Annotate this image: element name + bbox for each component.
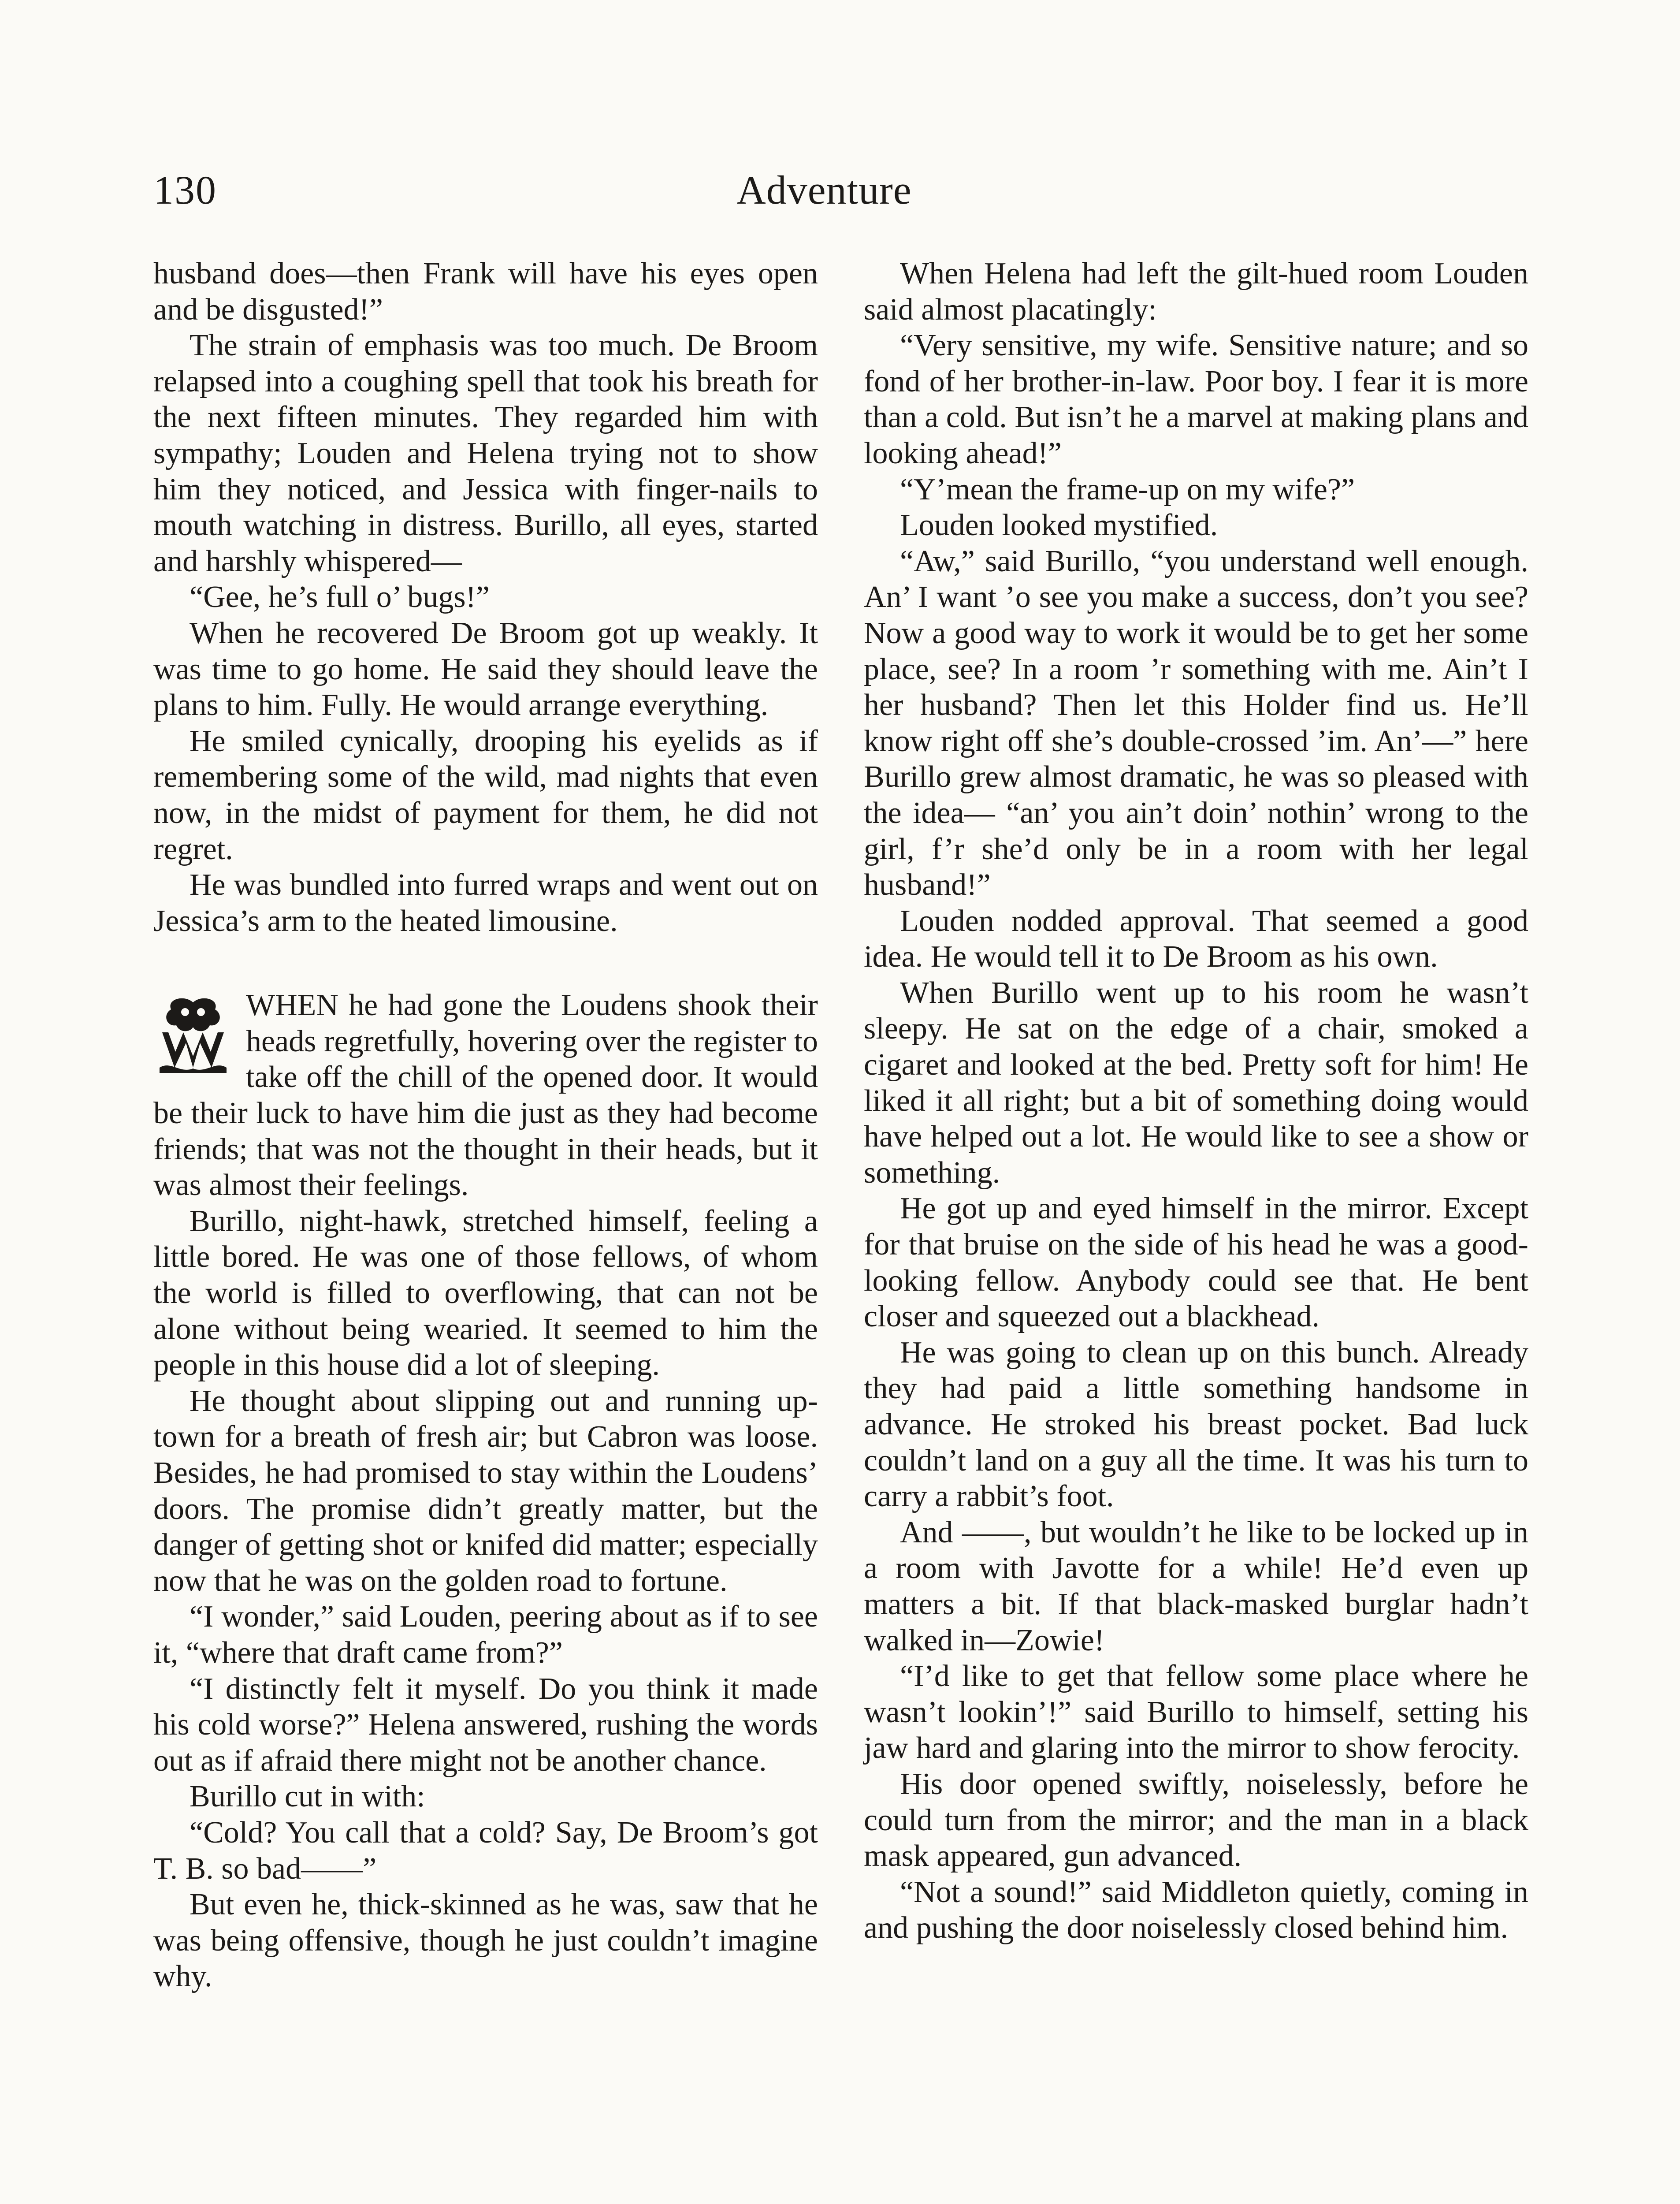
paragraph: But even he, thick-skinned as he was, saw that he was being offensive, though he just couldn’t imagine why.	[153, 1888, 818, 1994]
paragraph: Burillo cut in with:	[190, 1780, 425, 1814]
paragraph: “Aw,” said Burillo, “you understand well enough. An’ I want ’o see you make a success, don’t you see? Now a good way to work it would be to get her some place, see? In a room ’r something with me. Ain’t I her husband? Then let this Holder find us. He’ll know right off she’s double-crossed ’im. An’—” here Burillo grew almost dramatic, he was so pleased with the idea— “an’ you ain’t doin’ nothin’ wrong to the girl, f’r she’d only be in a room with her legal husband!”	[864, 544, 1528, 902]
left-column	[153, 256, 818, 1995]
section-start	[153, 987, 818, 1203]
paragraph: “Y’mean the frame-up on my wife?”	[900, 472, 1355, 506]
ornamental-drop-cap-icon	[153, 990, 233, 1076]
right-column	[864, 256, 1528, 1946]
paragraph: When Helena had left the gilt-hued room Louden said almost placatingly:	[864, 257, 1528, 327]
paragraph: His door opened swiftly, noiselessly, before he could turn from the mirror; and the man in a black mask appeared, gun advanced.	[864, 1767, 1528, 1873]
paragraph: Burillo, night-hawk, stretched himself, feeling a little bored. He was one of those fellows, of whom the world is filled to overflowing, that can not be alone without being wearied. It seemed to him the people in this house did a lot of sleeping.	[153, 1204, 818, 1382]
paragraph: WHEN he had gone the Loudens shook their heads regretfully, hovering over the register to take off the chill of the opened door. It would be their luck to have him die just as they had become friends; that was not the thought in their heads, but it was almost their feelings.	[153, 988, 818, 1203]
paragraph: When he recovered De Broom got up weakly. It was time to go home. He said they should leave the plans to him. Fully. He would arrange everything.	[153, 616, 818, 722]
paragraph: He was bundled into furred wraps and went out on Jessica’s arm to the heated limousine.	[153, 868, 818, 938]
paragraph: He smiled cynically, drooping his eyelids as if remembering some of the wild, mad nights that even now, in the midst of payment for them, he did not regret.	[153, 724, 818, 866]
paragraph: “I distinctly felt it myself. Do you think it made his cold worse?” Helena answered, rushing the words out as if afraid there might not be another chance.	[153, 1672, 818, 1778]
paragraph: husband does—then Frank will have his eyes open and be disgusted!”	[153, 257, 818, 327]
paragraph: The strain of emphasis was too much. De Broom relapsed into a coughing spell that took his breath for the next fifteen minutes. They regarded him with sympathy; Louden and Helena trying not to show him they noticed, and Jessica with finger-nails to mouth watching in distress. Burillo, all eyes, started and harshly whispered—	[153, 328, 818, 578]
paragraph: When Burillo went up to his room he wasn’t sleepy. He sat on the edge of a chair, smoked a cigaret and looked at the bed. Pretty soft for him! He liked it all right; but a bit of something doing would have helped out a lot. He would like to see a show or something.	[864, 975, 1528, 1190]
paragraph: Louden nodded approval. That seemed a good idea. He would tell it to De Broom as his own.	[864, 904, 1528, 974]
paragraph: Louden looked mystified.	[900, 508, 1218, 543]
paragraph: “I wonder,” said Louden, peering about as if to see it, “where that draft came from?”	[153, 1600, 818, 1670]
paragraph: “Cold? You call that a cold? Say, De Broom’s got T. B. so bad——”	[153, 1815, 818, 1886]
paragraph: “Very sensitive, my wife. Sensitive nature; and so fond of her brother-in-law. Poor boy. I fear it is more than a cold. But isn’t he a marvel at making plans and looking ahead!”	[864, 328, 1528, 470]
paragraph: “Gee, he’s full o’ bugs!”	[190, 580, 490, 614]
paragraph: “Not a sound!” said Middleton quietly, coming in and pushing the door noiselessly closed behind him.	[864, 1875, 1528, 1945]
running-head: Adventure	[736, 168, 912, 212]
page-number: 130	[153, 168, 217, 212]
paragraph: He thought about slipping out and running up-town for a breath of fresh air; but Cabron was loose. Besides, he had promised to stay within the Loudens’ doors. The promise didn’t greatly matter, but the danger of getting shot or knifed did matter; especially now that he was on the golden road to fortune.	[153, 1384, 818, 1598]
paragraph: He was going to clean up on this bunch. Already they had paid a little something handsome in advance. He stroked his breast pocket. Bad luck couldn’t land on a guy all the time. It was his turn to carry a rabbit’s foot.	[864, 1335, 1528, 1514]
paragraph: “I’d like to get that fellow some place where he wasn’t lookin’!” said Burillo to himself, setting his jaw hard and glaring into the mirror to show ferocity.	[864, 1659, 1528, 1765]
paragraph: He got up and eyed himself in the mirror. Except for that bruise on the side of his head he was a good-looking fellow. Anybody could see that. He bent closer and squeezed out a blackhead.	[864, 1191, 1528, 1334]
paragraph: And ——, but wouldn’t he like to be locked up in a room with Javotte for a while! He’d even up matters a bit. If that black-masked burglar hadn’t walked in—Zowie!	[864, 1515, 1528, 1657]
